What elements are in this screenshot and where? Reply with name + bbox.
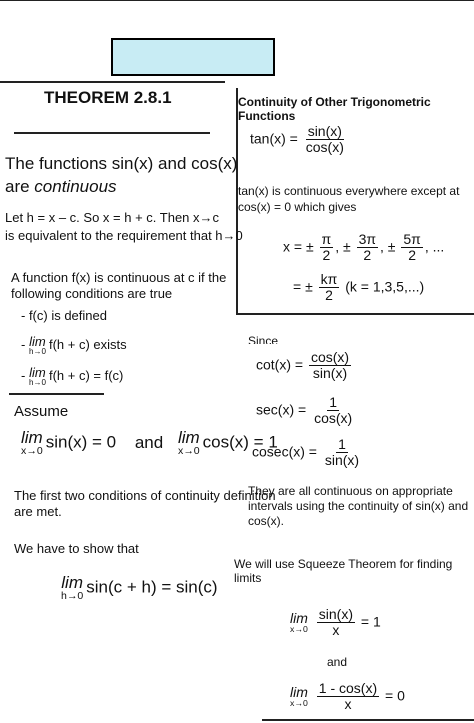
substitution-line1: Let h = x – c. So x = h + c. Then x→c xyxy=(5,210,220,225)
separator: , ± xyxy=(335,238,351,255)
cosec-denominator: sin(x) xyxy=(324,452,360,469)
theorem-statement-line1: The functions sin(x) and cos(x) xyxy=(5,154,238,173)
lim-word: lim xyxy=(29,365,46,380)
denominator: 2 xyxy=(325,287,333,304)
continuity-conclusion-text xyxy=(248,484,468,529)
tan-fraction xyxy=(304,124,346,156)
theorem-statement-continuous: continuous xyxy=(34,177,117,196)
condition-3-body: f(h + c) = f(c) xyxy=(48,368,124,384)
tan-denominator: cos(x) xyxy=(305,139,344,156)
limit-5 xyxy=(290,611,308,634)
tan-numerator: sin(x) xyxy=(307,123,342,139)
sec-lhs: sec(x) = xyxy=(256,401,307,418)
numerator: sin(x) xyxy=(318,606,354,622)
condition-2-limit xyxy=(29,335,46,356)
denominator: x xyxy=(344,696,352,713)
and-label: and xyxy=(327,655,348,669)
tan-continuity-text xyxy=(238,183,459,215)
show-text: We have to show that xyxy=(14,541,139,556)
sinx-over-x-fraction xyxy=(317,607,355,639)
show-equation xyxy=(61,574,218,602)
tan-discontinuities-equation xyxy=(283,232,444,264)
tan-general-equation xyxy=(293,272,424,304)
assume-equation xyxy=(21,429,278,457)
tan-lhs: tan(x) = xyxy=(250,130,298,147)
one-minus-cos-limit xyxy=(290,681,405,713)
lim-word: lim xyxy=(29,334,46,349)
continuity-definition xyxy=(11,270,226,302)
definition-line1: A function f(x) is continuous at c if the xyxy=(11,270,227,285)
denominator: 2 xyxy=(322,247,331,264)
cot-lhs: cot(x) = xyxy=(256,356,304,373)
cot-denominator: sin(x) xyxy=(312,365,348,382)
cot-numerator: cos(x) xyxy=(310,349,350,365)
squeeze-theorem-text: We will use Squeeze Theorem for finding limits xyxy=(234,557,453,585)
lim-word: lim xyxy=(290,610,308,627)
numerator: 3π xyxy=(358,231,377,247)
lim-subscript: x→0 xyxy=(290,624,308,635)
ellipsis: , ... xyxy=(424,238,445,255)
cosec-fraction xyxy=(323,437,361,469)
title-box xyxy=(111,38,275,76)
sec-numerator: 1 xyxy=(329,394,338,410)
lim-subscript: x→0 xyxy=(177,445,200,457)
limit-6 xyxy=(290,685,308,708)
divider-left-top xyxy=(0,81,225,83)
lim-word: lim xyxy=(61,573,83,592)
separator: , ± xyxy=(380,238,396,255)
substitution-text xyxy=(5,209,243,245)
fraction-5pi-over-2 xyxy=(401,232,422,264)
theorem-statement-prefix: are xyxy=(5,177,35,196)
assume-limit-2 xyxy=(178,429,200,457)
numerator: π xyxy=(321,231,332,247)
tan-definition xyxy=(250,124,348,156)
sinx-over-x-limit xyxy=(290,607,381,639)
equals-one: = 1 xyxy=(360,613,381,630)
lim-subscript: h→0 xyxy=(28,347,46,356)
condition-2 xyxy=(21,335,127,356)
sec-fraction xyxy=(312,395,354,427)
since-label: Since xyxy=(248,334,279,344)
numerator: kπ xyxy=(320,271,338,287)
top-rule xyxy=(0,0,474,1)
theorem-statement-line2 xyxy=(5,175,237,198)
tan-text-line1: tan(x) is continuous everywhere except at xyxy=(238,184,460,198)
lim-word: lim xyxy=(21,428,43,447)
cosec-lhs: cosec(x) = xyxy=(252,443,317,460)
show-expr: sin(c + h) = sin(c) xyxy=(86,577,218,597)
divider-right-block xyxy=(236,313,474,315)
lim-subscript: x→0 xyxy=(21,445,43,457)
assume-limit-1 xyxy=(21,429,43,457)
lim-word: lim xyxy=(177,428,200,447)
numerator: 1 - cos(x) xyxy=(318,680,378,696)
fraction-kpi-over-2 xyxy=(319,272,340,304)
conclusion-line2: intervals using the continuity of sin(x) and xyxy=(248,499,469,513)
conclusion-line1: They are all continuous on appropriate xyxy=(248,484,453,498)
divider-theorem xyxy=(14,132,210,134)
tan-text-line2: cos(x) = 0 which gives xyxy=(238,200,357,214)
theorem-heading: THEOREM 2.8.1 xyxy=(44,88,172,107)
divider-bottom-right xyxy=(262,719,474,721)
cot-fraction xyxy=(309,350,351,382)
conditions-met-line2: are met. xyxy=(14,504,62,519)
lim-subscript: h→0 xyxy=(28,378,46,387)
conditions-met-line1: The first two conditions of continuity definition xyxy=(14,488,276,503)
conditions-met-text xyxy=(14,488,276,520)
lim-subscript: x→0 xyxy=(290,698,308,709)
condition-3-dash: - xyxy=(21,368,29,384)
assume-expr-2: cos(x) = 1 xyxy=(202,432,278,452)
condition-2-dash: - xyxy=(21,337,29,353)
cosec-definition xyxy=(252,437,363,469)
assume-and: and xyxy=(134,432,164,452)
definition-line2: following conditions are true xyxy=(11,286,173,301)
condition-1: - f(c) is defined xyxy=(21,308,107,323)
equals-zero: = 0 xyxy=(385,687,405,704)
fraction-3pi-over-2 xyxy=(357,232,378,264)
one-minus-cos-fraction xyxy=(317,681,379,713)
lim-subscript: h→0 xyxy=(61,590,84,602)
cot-definition xyxy=(256,350,353,382)
right-heading: Continuity of Other Trigonometric Functions xyxy=(238,95,431,123)
lim-word: lim xyxy=(290,684,308,701)
assume-label: Assume xyxy=(14,403,69,420)
condition-2-body: f(h + c) exists xyxy=(48,337,127,353)
substitution-line2: is equivalent to the requirement that h→0 xyxy=(5,228,243,243)
numerator: 5π xyxy=(403,231,421,247)
denominator: x xyxy=(332,622,340,639)
k-values: (k = 1,3,5,...) xyxy=(345,278,425,295)
fraction-pi-over-2 xyxy=(320,232,334,264)
denominator: 2 xyxy=(408,247,416,264)
sec-denominator: cos(x) xyxy=(314,410,353,427)
divider-assume xyxy=(9,393,104,395)
denominator: 2 xyxy=(363,247,372,264)
sec-definition xyxy=(256,395,356,427)
condition-3 xyxy=(21,366,123,387)
cosec-numerator: 1 xyxy=(338,436,346,452)
conclusion-line3: cos(x). xyxy=(248,514,284,528)
theorem-statement xyxy=(5,152,237,198)
condition-3-limit xyxy=(29,366,46,387)
x-equals: x = ± xyxy=(283,238,314,255)
assume-expr-1: sin(x) = 0 xyxy=(45,432,117,452)
plus-minus: = ± xyxy=(293,278,313,295)
show-limit xyxy=(61,574,83,602)
